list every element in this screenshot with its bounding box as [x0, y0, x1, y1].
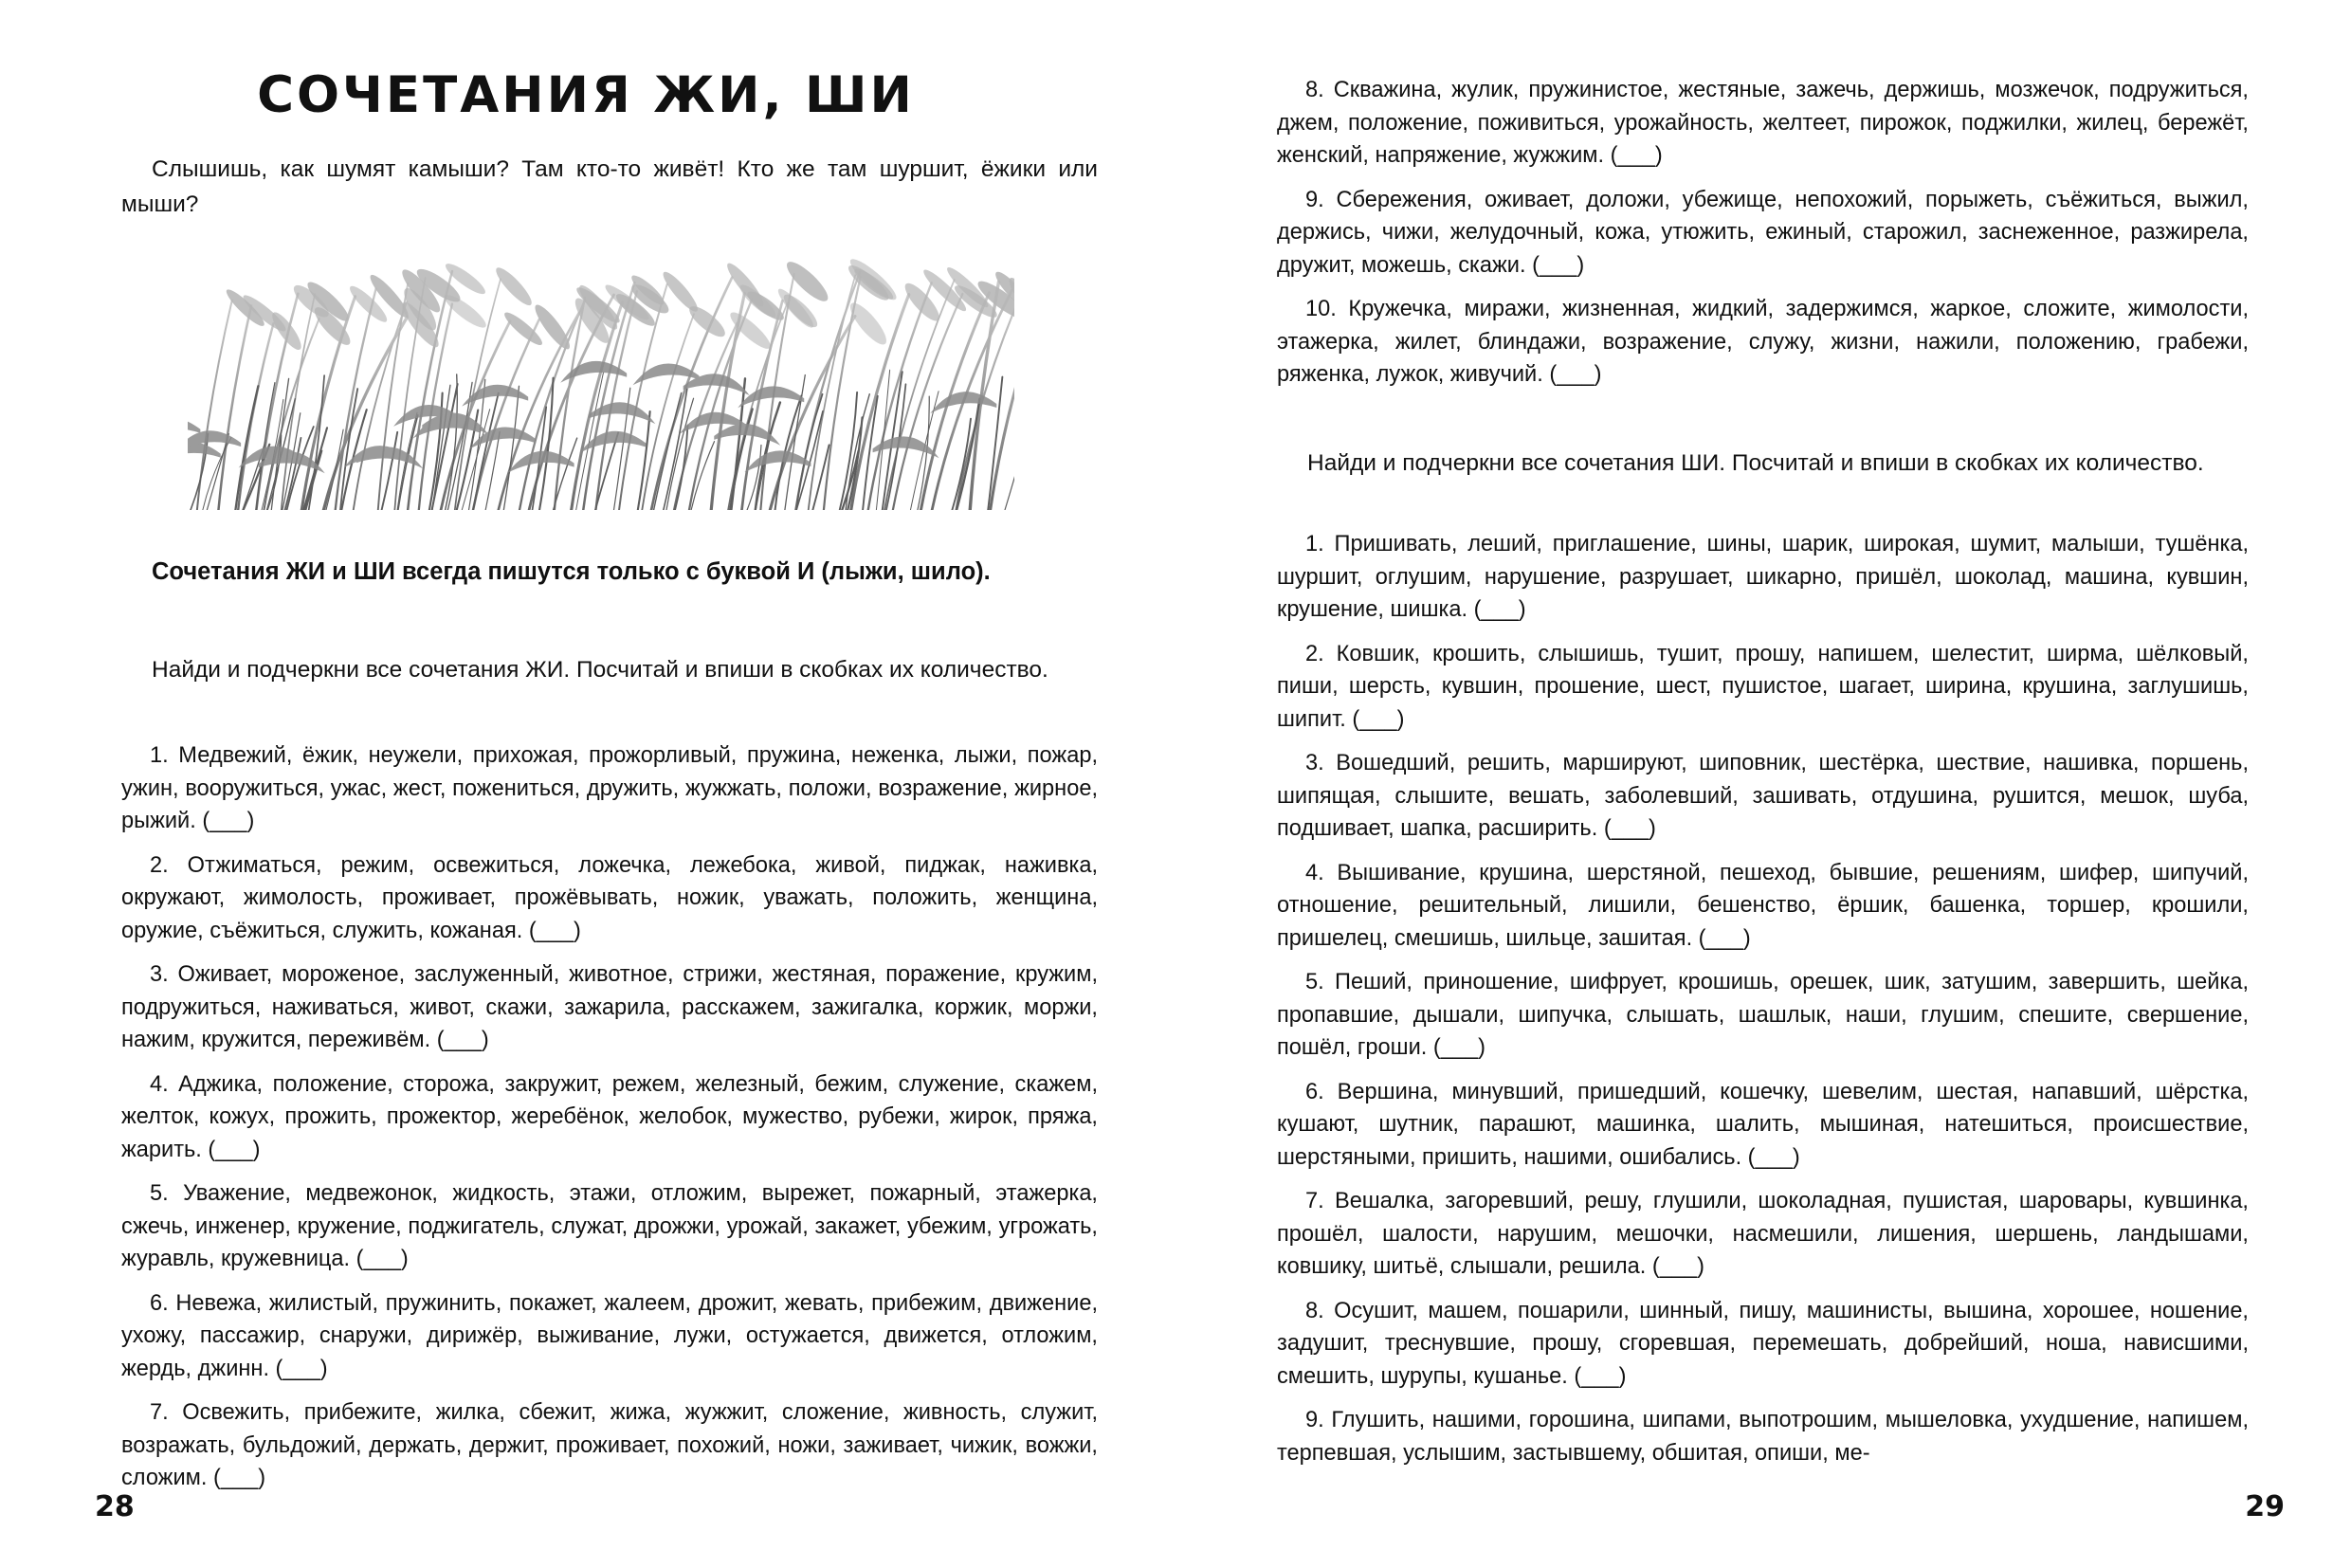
exercise-list-shi [1277, 528, 2249, 1481]
exercise-item: 7. Вешалка, загоревший, решу, глушили, шоколадная, пушистая, шаровары, кувшинка, прошёл, шалости, нарушим, мешочки, насмешили, лишения, шершень, ландышами, ковшику, шитьё, слышали, решила. (___) [1277, 1189, 2249, 1279]
exercise-item: 2. Ковшик, крошить, слышишь, тушит, прошу, напишем, шелестит, ширма, шёлковый, пиши, шерсть, кувшин, прошение, шест, пушистое, шагает, ширина, крушина, заглушишь, шипит. (___) [1277, 641, 2249, 732]
exercise-item: 6. Вершина, минувший, пришедший, кошечку, шевелим, шестая, напавший, шёрстка, кушают, шутник, парашют, машинка, шалить, мышиная, натешиться, происшествие, шерстяными, пришить, нашими, ошибались. (___) [1277, 1079, 2249, 1170]
task-zhi-instruction: Найди и подчеркни все сочетания ЖИ. Посчитай и впиши в скобках их количество. [152, 657, 1048, 683]
task-shi-instruction: Найди и подчеркни все сочетания ШИ. Посчитай и впиши в скобках их количество. [1307, 450, 2204, 476]
exercise-item: 1. Пришивать, леший, приглашение, шины, шарик, широкая, шумит, малыши, тушёнка, шуршит, оглушим, нарушение, разрушает, шикарно, пришёл, шоколад, машина, кувшин, крушение, шишка. (___) [1277, 532, 2249, 622]
exercise-item: 3. Вошедший, решить, маршируют, шиповник, шестёрка, шествие, нашивка, поршень, шипящая, слышите, вешать, заболевший, зашивать, отдушина, рушится, мешок, шуба, подшивает, шапка, расширить. (___) [1277, 751, 2249, 841]
exercise-item: 9. Глушить, нашими, горошина, шипами, выпотрошим, мышеловка, ухудшение, напишем, терпевшая, услышим, застывшему, обшитая, опиши, ме- [1277, 1408, 2249, 1466]
exercise-item: 8. Скважина, жулик, пружинистое, жестяные, зажечь, держишь, мозжечок, подружиться, джем, положение, поживиться, урожайность, желтеет, пирожок, поджилки, жилец, бережёт, женский, напряжение, жужжим. (___) [1277, 78, 2249, 168]
exercise-item: 4. Аджика, положение, сторожа, закружит, режем, железный, бежим, служение, скажем, желток, кожух, прожить, прожектор, жеребёнок, желобок, мужество, рубежи, жирок, пряжа, жарить. (___) [121, 1071, 1098, 1162]
rule-text: Сочетания ЖИ и ШИ всегда пишутся только с буквой И (лыжи, шило). [152, 558, 991, 585]
exercise-item: 2. Отжиматься, режим, освежиться, ложечка, лежебока, живой, пиджак, наживка, окружают, жимолость, проживает, прожёвывать, ножик, уважать, положить, женщина, оружие, съёжиться, служить, кожаная. (___) [121, 852, 1098, 943]
exercise-item: 3. Оживает, мороженое, заслуженный, животное, стрижи, жестяная, поражение, кружим, подружиться, наживаться, живот, скажи, зажарила, расскажем, зажигалка, коржик, моржи, нажим, кружится, переживём. (___) [121, 962, 1098, 1052]
intro-text: Слышишь, как шумят камыши? Там кто-то живёт! Кто же там шуршит, ёжики или мыши? [121, 156, 1098, 217]
exercise-item: 7. Освежить, прибежите, жилка, сбежит, жижа, жужжит, сложение, живность, служит, возражать, бульдожий, держать, держит, проживает, похожий, ножи, заживает, чижик, вожжи, сложим. (___) [121, 1400, 1098, 1490]
exercise-item: 10. Кружечка, миражи, жизненная, жидкий, задержимся, жаркое, сложите, жимолости, этажерка, жилет, блиндажи, возражение, служу, жизни, нажили, положению, грабежи, ряженка, лужок, живучий. (___) [1277, 297, 2249, 387]
exercise-list-zhi-continued [1277, 74, 2249, 403]
page-number: 29 [2245, 1490, 2285, 1523]
reeds-illustration [188, 254, 1014, 510]
exercise-list-zhi [121, 739, 1098, 1506]
exercise-item: 5. Уважение, медвежонок, жидкость, этажи, отложим, вырежет, пожарный, этажерка, сжечь, инженер, кружение, поджигатель, служат, дрожжи, урожай, закажет, убежим, угрожать, журавль, кружевница. (___) [121, 1181, 1098, 1271]
exercise-item: 5. Пеший, приношение, шифрует, крошишь, орешек, шик, затушим, завершить, шейка, пропавшие, дышали, шипучка, слышать, шашлык, наши, глушим, спешите, свершение, пошёл, гроши. (___) [1277, 970, 2249, 1060]
right-page [1176, 0, 2351, 1568]
exercise-item: 4. Вышивание, крушина, шерстяной, пешеход, бывшие, решениям, шифер, шипучий, отношение, решительный, лишили, бешенство, ёршик, башенка, торшер, крошили, пришелец, смешишь, шильце, зашитая. (___) [1277, 860, 2249, 951]
page-number: 28 [95, 1490, 135, 1523]
page-title: СОЧЕТАНИЯ ЖИ, ШИ [257, 66, 915, 124]
exercise-item: 6. Невежа, жилистый, пружинить, покажет, жалеем, дрожит, жевать, прибежим, движение, ухожу, пассажир, снаружи, дирижёр, выживание, лужи, остужается, движется, отложим, жердь, джинн. (___) [121, 1290, 1098, 1381]
exercise-item: 8. Осушит, машем, пошарили, шинный, пишу, машинисты, вышина, хорошее, ношение, задушит, треснувшие, прошу, сгоревшая, перемешать, добрейший, ноша, нависшими, смешить, шурупы, кушанье. (___) [1277, 1298, 2249, 1389]
exercise-item: 9. Сбережения, оживает, доложи, убежище, непохожий, порыжеть, съёжиться, выжил, держись, чижи, желудочный, кожа, утюжить, ежиный, старожил, заснеженное, разжирела, дружит, можешь, скажи. (___) [1277, 187, 2249, 278]
exercise-item: 1. Медвежий, ёжик, неужели, прихожая, прожорливый, пружина, неженка, лыжи, пожар, ужин, вооружиться, ужас, жест, пожениться, дружить, жужжать, положи, возражение, жирное, рыжий. (___) [121, 743, 1098, 833]
